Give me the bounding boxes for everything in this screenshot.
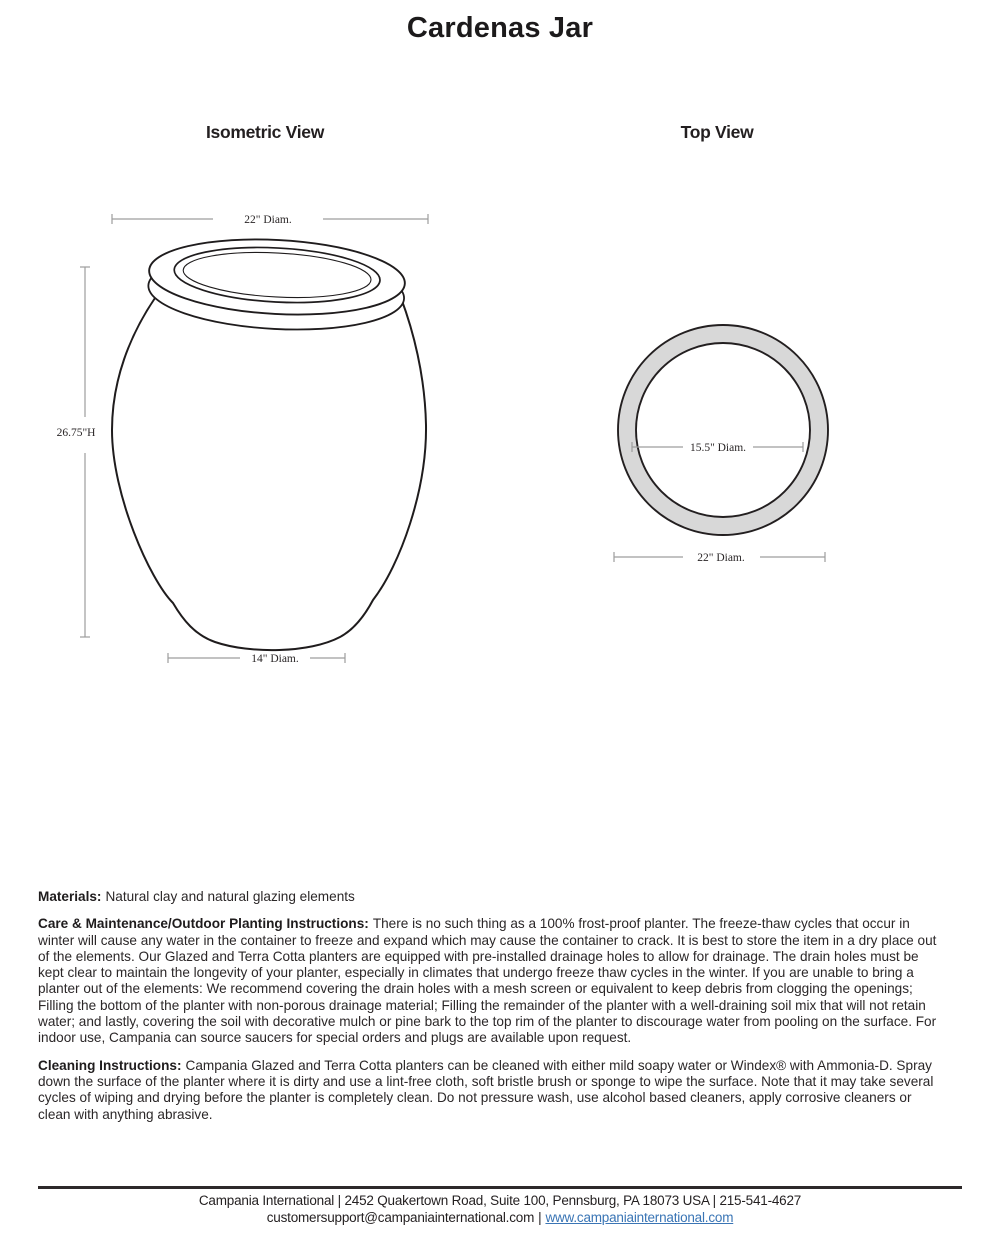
cleaning-paragraph (38, 1058, 944, 1123)
top-view-drawing (588, 300, 858, 590)
footer-address-line: Campania International | 2452 Quakertown Road, Suite 100, Pennsburg, PA 18073 USA | 215-541-4627 (198, 1193, 802, 1208)
specs-section (38, 889, 944, 1134)
footer-contact-line (0, 1209, 1000, 1226)
iso-top-dim-label: 22" Diam. (244, 214, 292, 226)
cleaning-text: Campania Glazed and Terra Cotta planters can be cleaned with either mild soapy water or Windex® with Ammonia-D. Spray down the surface of the planter where it is dirty and use a lint-free cloth, soft bristle brush or sponge to wipe the surface. Note that it may take several cycles of wiping and drying before the planter is completely clean. Do not pressure wash, use alcohol based cleaners, apply corrosive cleaners or clean with anything abrasive. (38, 1057, 934, 1122)
iso-height-dim-label: 26.75"H (56, 427, 96, 439)
top-outer-dim-label: 22" Diam. (697, 552, 745, 564)
ring-inner-circle (636, 343, 810, 517)
top-inner-dim-label: 15.5" Diam. (689, 442, 747, 454)
footer (0, 1192, 1000, 1226)
footer-email: customersupport@campaniainternational.com (266, 1210, 535, 1225)
care-label: Care & Maintenance/Outdoor Planting Instructions: (38, 916, 369, 932)
jar-outline (112, 233, 426, 650)
iso-height-dimension (80, 267, 90, 637)
iso-bottom-dim-label: 14" Diam. (251, 653, 299, 665)
care-text: There is no such thing as a 100% frost-proof planter. The freeze-thaw cycles that occur in winter will cause any water in the container to freeze and expand which may cause the container to crack. It is best to store the item in a dry place out of the elements. Our Glazed and Terra Cotta planters are equipped with pre-installed drainage holes to allow for drainage. The drain holes must be kept clear to maintain the longevity of your planter, especially in climates that undergo freeze thaw cycles in the winter. If you are unable to bring a planter out of the elements: We recommend covering the drain holes with a mesh screen or equivalent to keep debris from clogging the openings; Filling the bottom of the planter with non-porous drainage material; Filling the remainder of the planter with a well-draining soil mix that will not retain water; and lastly, covering the soil with decorative mulch or pine bark to the top rim of the planter to discourage water from pooling on the surface. For indoor use, Campania can source saucers for special orders and plugs are available upon request. (38, 916, 937, 1046)
materials-value: Natural clay and natural glazing elements (105, 889, 355, 904)
page-title: Cardenas Jar (406, 12, 594, 44)
cleaning-label: Cleaning Instructions: (38, 1057, 182, 1073)
isometric-drawing (55, 195, 455, 675)
footer-website-link[interactable]: www.campaniainternational.com (545, 1210, 734, 1225)
jar-body-path (112, 298, 426, 650)
materials-label: Materials: (38, 889, 102, 904)
footer-separator: | (538, 1210, 542, 1225)
isometric-view-label: Isometric View (205, 122, 325, 142)
care-paragraph (38, 916, 944, 1046)
footer-divider (38, 1186, 962, 1189)
top-view-label: Top View (680, 122, 754, 142)
materials-line (38, 889, 944, 905)
